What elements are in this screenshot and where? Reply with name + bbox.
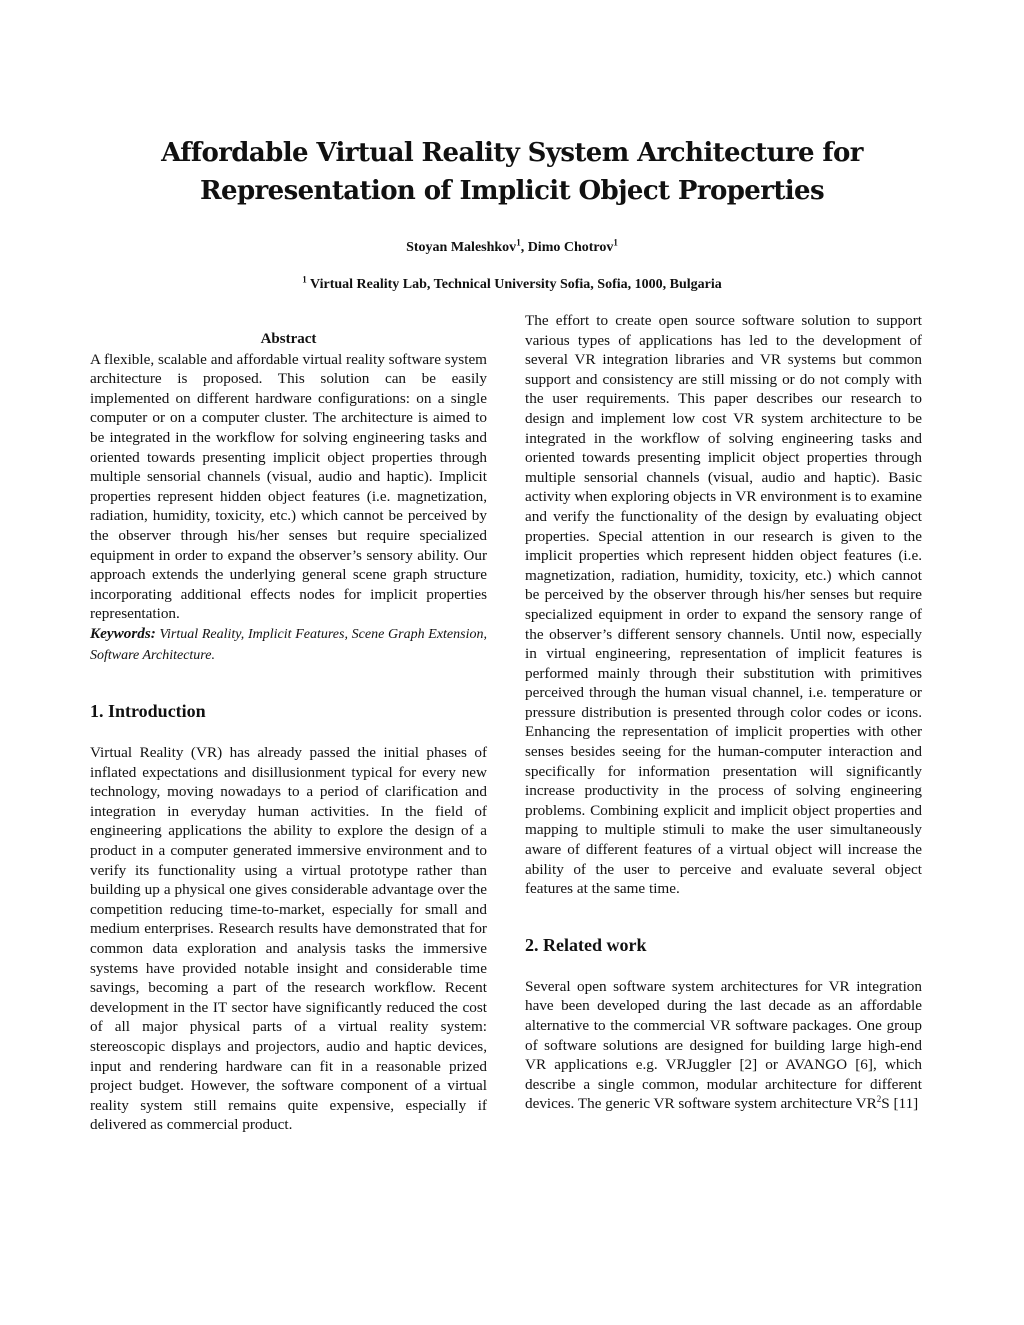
title-line-2: Representation of Implicit Object Properties xyxy=(200,176,824,206)
superscript: 2 xyxy=(876,1094,882,1105)
abstract-body: A flexible, scalable and affordable virtual reality software system architecture is proposed. This solution can be easily implemented on different hardware configurations: on a single computer or on a computer cluster. The architecture is aimed to be integrated in the workflow for solving engineering tasks and oriented towards presenting implicit object properties through multiple sensorial channels (visual, audio and haptic). Implicit properties represent hidden object features (i.e. magnetization, radiation, humidity, toxicity, etc.) which cannot be perceived by the observer through his/her senses but require specialized equipment in order to expand the observer’s sensory ability. Our approach extends the underlying general scene graph structure incorporating additional effects nodes for implicit properties representation. xyxy=(90,350,487,623)
author-affiliation-mark: 1 xyxy=(613,237,618,248)
related-work-text-end: S [11] xyxy=(881,1095,919,1113)
author-name: Dimo Chotrov xyxy=(527,240,614,255)
section-heading-introduction: 1. Introduction xyxy=(90,701,206,722)
affiliation-text: Virtual Reality Lab, Technical University Sofia, Sofia, 1000, Bulgaria xyxy=(306,277,722,292)
author-list xyxy=(0,238,1024,258)
abstract-heading: Abstract xyxy=(260,331,317,347)
author-separator: , xyxy=(520,240,528,255)
keywords-label: Keywords: xyxy=(90,624,156,642)
title-line-1: Affordable Virtual Reality System Architecture for xyxy=(161,138,863,168)
paper-title xyxy=(0,134,1024,210)
keywords xyxy=(90,624,487,665)
keywords-text: Virtual Reality, Implicit Features, Scene Graph Extension, Software Architecture. xyxy=(90,626,487,663)
affiliation xyxy=(0,275,1024,295)
introduction-continued: The effort to create open source software solution to support various types of applications has led to the development of several VR integration libraries and VR systems but common support and consistency are still missing or do not comply with the user requirements. This paper describes our research to design and implement low cost VR system architecture to be integrated in the workflow of solving engineering tasks and oriented towards presenting implicit object properties through multiple sensorial channels (visual, audio and haptic). Basic activity when exploring objects in VR environment is to examine and verify the functionality of the design by evaluating object properties. Special attention in our research is given to the implicit properties which represent hidden object features (i.e. magnetization, radiation, humidity, toxicity, etc.) which cannot be perceived by the observer through his/her senses but require specialized equipment in order to expand the sensory range of the observer’s different sensory channels. Until now, especially in virtual engineering, representation of implicit features is performed mainly through their substitution with primitives perceived through the human visual channel, i.e. temperature or pressure distribution is presented through color codes or icons. Enhancing the representation of implicit properties with other senses besides seeing for the human-computer interaction and specifically for information presentation will significantly increase productivity in the process of solving engineering problems. Combining explicit and implicit object properties and mapping to multiple stimuli to make the user simultaneously aware of different features of a virtual object will increase the ability of the user to perceive and evaluate several object features at the same time. xyxy=(525,312,922,898)
introduction-body: Virtual Reality (VR) has already passed the initial phases of inflated expectations and disillusionment typical for every new technology, moving nowadays to a period of clarification and integration in everyday human activities. In the field of engineering applications the ability to explore the design of a product in a computer generated immersive environment and to verify its functionality using a virtual prototype rather than building up a physical one gives considerable advantage over the competition reducing time-to-market, especially for small and medium enterprises. Research results have demonstrated that for common data exploration and analysis tasks the immersive systems have provided notable insight and considerable time savings, becoming a part of the research workflow. Recent development in the IT sector have significantly reduced the cost of all major physical parts of a virtual reality system: stereoscopic displays and projectors, audio and haptic devices, input and rendering hardware can fit in a reasonable prized project budget. However, the software component of a virtual reality system still remains quite expensive, especially if delivered as commercial product. xyxy=(90,744,487,1134)
affiliation-mark: 1 xyxy=(302,274,307,285)
author-name: Stoyan Maleshkov xyxy=(406,240,517,255)
right-column xyxy=(525,311,922,1114)
left-column xyxy=(90,330,487,1135)
section-heading-related-work: 2. Related work xyxy=(525,934,647,955)
related-work-text: Several open software system architectures for VR integration have been developed during the last decade as an affordable alternative to the commercial VR software packages. One group of software solutions are designed for building large high-end VR applications e.g. VRJuggler [2] or AVANGO [6], which describe a single common, modular architecture for different devices. The generic VR software system architecture VR xyxy=(525,977,922,1113)
author-affiliation-mark: 1 xyxy=(516,237,521,248)
related-work-body xyxy=(525,977,922,1114)
